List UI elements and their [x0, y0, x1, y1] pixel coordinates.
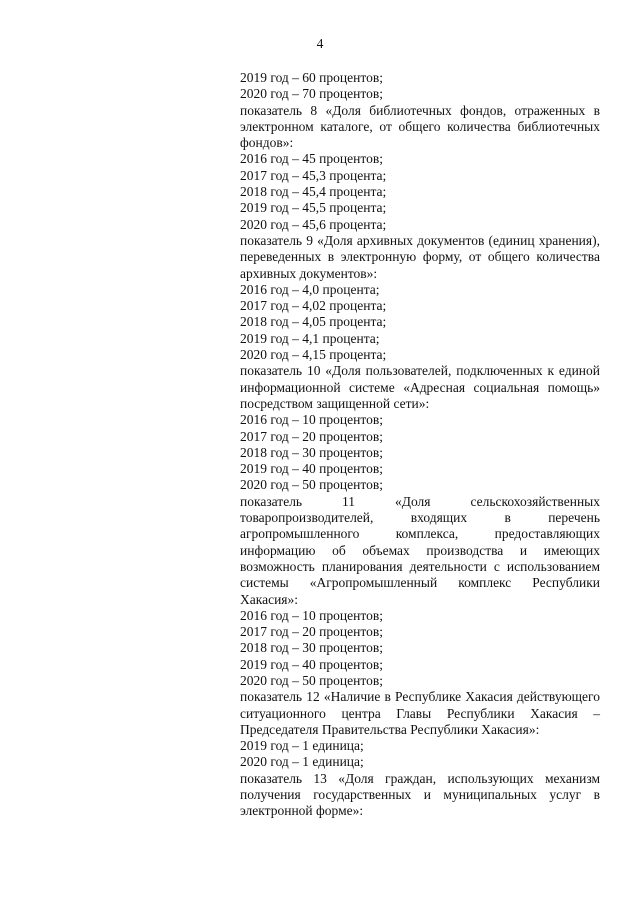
- year-value-line: 2019 год – 4,1 процента;: [240, 330, 380, 346]
- year-value-line: 2020 год – 1 единица;: [240, 754, 364, 770]
- year-value-line: 2017 год – 20 процентов;: [240, 428, 383, 444]
- year-value-line: 2016 год – 10 процентов;: [240, 607, 383, 623]
- year-value-line: 2020 год – 4,15 процента;: [240, 347, 387, 363]
- year-value-line: 2020 год – 50 процентов;: [240, 672, 383, 688]
- year-value-line: 2020 год – 50 процентов;: [240, 477, 383, 493]
- year-value-line: 2018 год – 30 процентов;: [240, 640, 383, 656]
- year-value-line: 2017 год – 45,3 процента;: [240, 167, 387, 183]
- page-number: 4: [316, 36, 324, 51]
- year-value-line: 2016 год – 45 процентов;: [240, 151, 383, 167]
- year-value-line: 2018 год – 45,4 процента;: [240, 184, 387, 200]
- year-value-line: 2017 год – 20 процентов;: [240, 624, 383, 640]
- indicator-paragraph: показатель 10 «Доля пользователей, подключенных к единой информационной системе «Адресная социальная помощь» посредством защищенной сети»:: [240, 363, 600, 411]
- year-value-line: 2019 год – 60 процентов;: [240, 70, 383, 85]
- year-value-line: 2018 год – 4,05 процента;: [240, 314, 387, 330]
- indicator-paragraph: показатель 13 «Доля граждан, использующих механизм получения государственных и муниципальных услуг в электронной форме»:: [240, 770, 600, 819]
- year-value-line: 2016 год – 10 процентов;: [240, 412, 383, 428]
- indicator-paragraph: показатель 11 «Доля сельскохозяйственных товаропроизводителей, входящих в перечень агропромышленного комплекса, предоставляющих информацию об объемах производства и имеющих возможность планирования деятельности с использованием системы «Агропромышленный комплекс Республики Хакасия»:: [240, 493, 600, 607]
- year-value-line: 2019 год – 1 единица;: [240, 738, 364, 754]
- year-value-line: 2019 год – 45,5 процента;: [240, 200, 387, 216]
- year-value-line: 2020 год – 70 процентов;: [240, 86, 383, 102]
- year-value-line: 2018 год – 30 процентов;: [240, 444, 383, 460]
- year-value-line: 2016 год – 4,0 процента;: [240, 281, 380, 297]
- document-body: [240, 70, 600, 820]
- year-value-line: 2020 год – 45,6 процента;: [240, 216, 387, 232]
- year-value-line: 2019 год – 40 процентов;: [240, 461, 383, 477]
- year-value-line: 2019 год – 40 процентов;: [240, 656, 383, 672]
- indicator-paragraph: показатель 9 «Доля архивных документов (единиц хранения), переведенных в электронную форму, от общего количества архивных документов»:: [240, 232, 600, 281]
- indicator-paragraph: показатель 8 «Доля библиотечных фондов, отраженных в электронном каталоге, от общего количества библиотечных фондов»:: [240, 102, 600, 151]
- year-value-line: 2017 год – 4,02 процента;: [240, 298, 387, 314]
- indicator-paragraph: показатель 12 «Наличие в Республике Хакасия действующего ситуационного центра Главы Республики Хакасия – Председателя Правительства Республики Хакасия»:: [240, 689, 600, 737]
